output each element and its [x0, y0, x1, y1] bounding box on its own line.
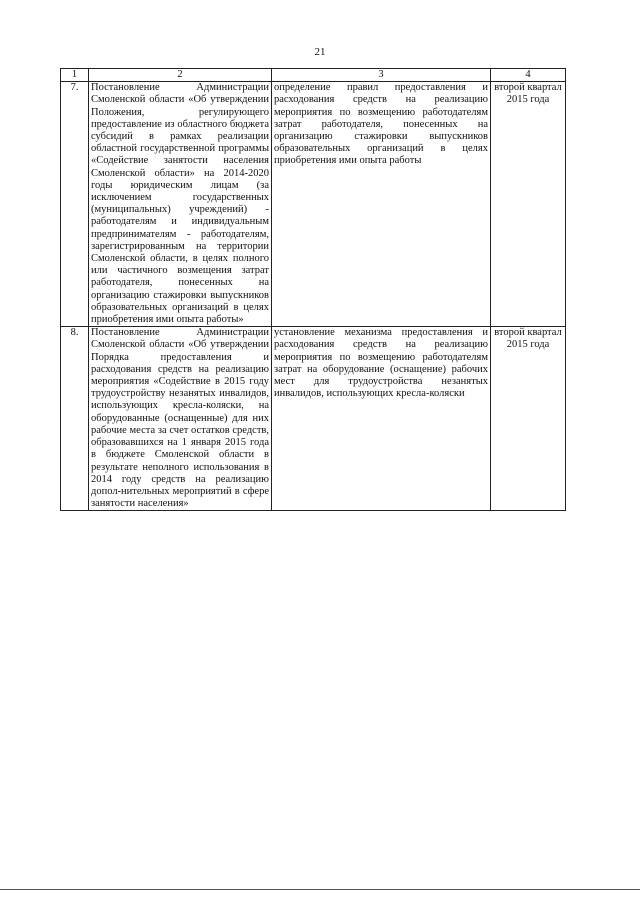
row-number: 7.: [61, 82, 89, 327]
column-number-4: 4: [491, 69, 566, 82]
measures-table: [60, 68, 566, 511]
column-number-2: 2: [89, 69, 272, 82]
row-number: 8.: [61, 327, 89, 511]
column-number-1: 1: [61, 69, 89, 82]
deadline-cell: второй квартал 2015 года: [491, 82, 566, 327]
page-bottom-rule: [0, 889, 640, 890]
table-row: [61, 327, 566, 511]
purpose-cell: определение правил предоставления и расходования средств на реализацию мероприятия по возмещению работодателям затрат работодателя, понесенных на организацию стажировки выпускников образовательных организаций в целях приобретения ими опыта работы: [272, 82, 491, 327]
column-number-3: 3: [272, 69, 491, 82]
deadline-cell: второй квартал 2015 года: [491, 327, 566, 511]
document-title-cell: Постановление Администрации Смоленской области «Об утверждении Положения, регулирующего предоставление из областного бюджета субсидий в рамках реализации областной государственной программы «Содействие занятости населения Смоленской области» на 2014-2020 годы юридическим лицам (за исключением государственных (муниципальных) учреждений) - работодателям и индивидуальным предпринимателям - работодателям, зарегистрированным на территории Смоленской области, в целях полного или частичного возмещения затрат работодателя, понесенных на организацию стажировки выпускников образовательных организаций в целях приобретения ими опыта работы»: [89, 82, 272, 327]
page-number: 21: [314, 46, 326, 58]
table-row: [61, 82, 566, 327]
purpose-cell: установление механизма предоставления и расходования средств на реализацию мероприятия по возмещению работодателям затрат на оборудование (оснащение) рабочих мест для трудоустройства незанятых инвалидов, использующих кресла-коляски: [272, 327, 491, 511]
document-title-cell: Постановление Администрации Смоленской области «Об утверждении Порядка предоставления и расходования средств на реализацию мероприятия «Содействие в 2015 году трудоустройству незанятых инвалидов, использующих кресла-коляски, на оборудованные (оснащенные) для них рабочие места за счет остатков средств, образовавшихся на 1 января 2015 года в бюджете Смоленской области в результате неполного использования в 2014 году средств на реализацию допол-нительных мероприятий в сфере занятости населения»: [89, 327, 272, 511]
column-number-row: [61, 69, 566, 82]
